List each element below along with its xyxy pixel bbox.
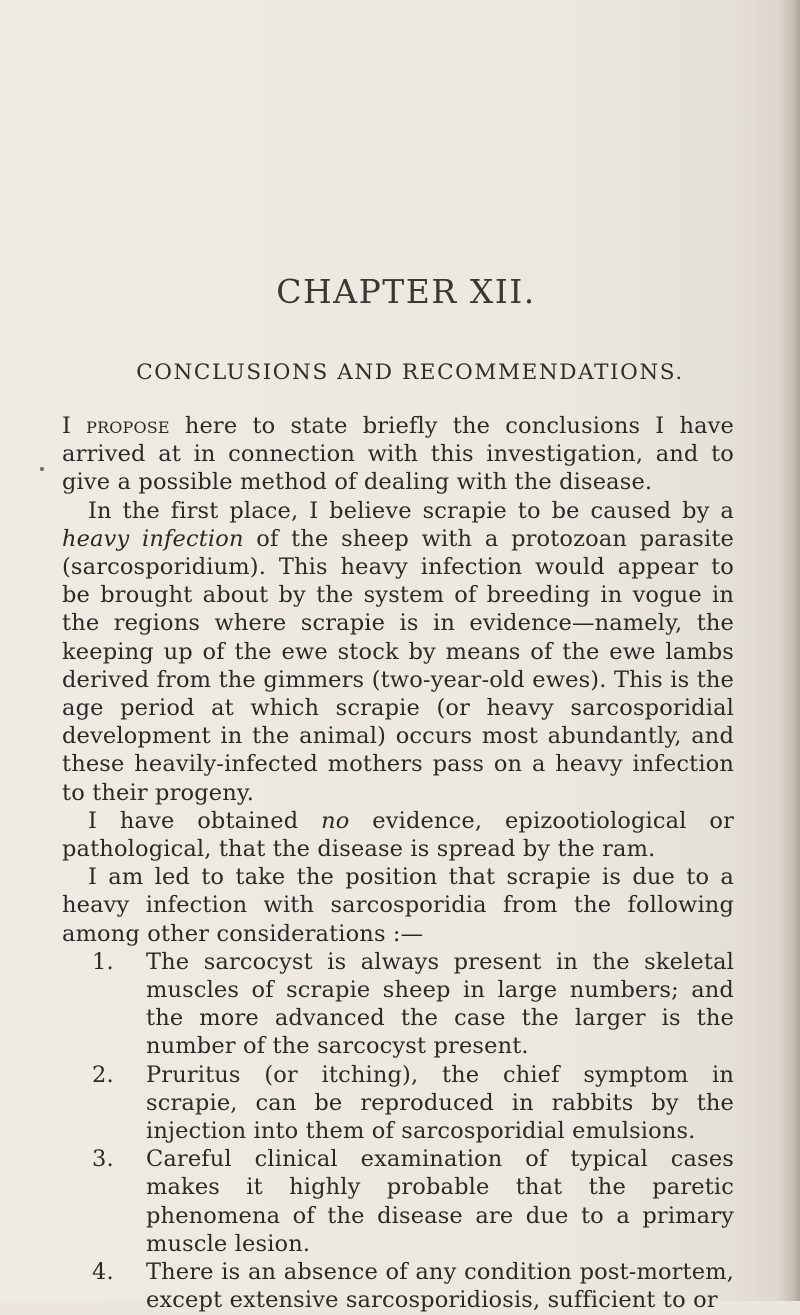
paragraph-text: I have obtained [88, 807, 322, 834]
list-item [92, 948, 734, 1061]
list-item [92, 1145, 734, 1258]
list-item-text: Careful clinical examination of typical cases makes it highly probable that the paretic phenomena of the disease are due to a primary muscle lesion. [146, 1146, 734, 1257]
considerations-list [62, 948, 734, 1315]
list-item [92, 1061, 734, 1146]
list-item-text: The sarcocyst is always present in the skeletal muscles of scrapie sheep in large numbers; and the more advanced the case the larger is the number of the sarcocyst present. [146, 948, 734, 1060]
body-text [62, 412, 734, 1315]
paragraph-ram [62, 807, 734, 863]
paragraph-intro [62, 412, 734, 497]
emphasis-text: no [321, 807, 350, 834]
list-item-text: Pruritus (or itching), the chief symptom in scrapie, can be reproduced in rabbits by the injection into them of sarcosporidial emulsions. [146, 1061, 734, 1145]
section-heading: CONCLUSIONS AND RECOMMENDATIONS. [136, 360, 684, 385]
list-number: 1. [92, 948, 114, 975]
paragraph-text: evidence, epizootiological or pathological, that the disease is spread by the ram. [62, 807, 734, 863]
list-number: 4. [92, 1259, 114, 1286]
list-number: 2. [92, 1061, 114, 1088]
paragraph-lead-in: I propose [62, 413, 170, 439]
paragraph-position: I am led to take the position that scrapie is due to a heavy infection with sarcosporidia from the following among other considerations :— [62, 864, 734, 947]
list-item-text: There is an absence of any condition post-mortem, except extensive sarcosporidiosis, sufficient to or [146, 1259, 734, 1314]
list-number: 3. [92, 1146, 114, 1173]
paragraph-text: here to state briefly the conclusions I have arrived at in connection with this investigation, and to give a possible method of dealing with the disease. [62, 413, 734, 496]
chapter-title: CHAPTER XII. [276, 272, 536, 311]
paragraph-text: of the sheep with a protozoan parasite (sarcosporidium). This heavy infection would appear to be brought about by the system of breeding in vogue in the regions where scrapie is in evidence—namely, the keeping up of the ewe stock by means of the ewe lambs derived from the gimmers (two-year-old ewes). This is the age period at which scrapie (or heavy sarcosporidial development in the animal) occurs most abundantly, and these heavily-infected mothers pass on a heavy infection to their progeny. [62, 525, 734, 806]
list-item [92, 1258, 734, 1314]
emphasis-text: heavy infection [62, 525, 244, 552]
ink-speck [40, 467, 44, 471]
paragraph-text: In the first place, I believe scrapie to be caused by a [88, 497, 734, 524]
page-edge-shadow [778, 0, 800, 1301]
paragraph-cause [62, 497, 734, 807]
